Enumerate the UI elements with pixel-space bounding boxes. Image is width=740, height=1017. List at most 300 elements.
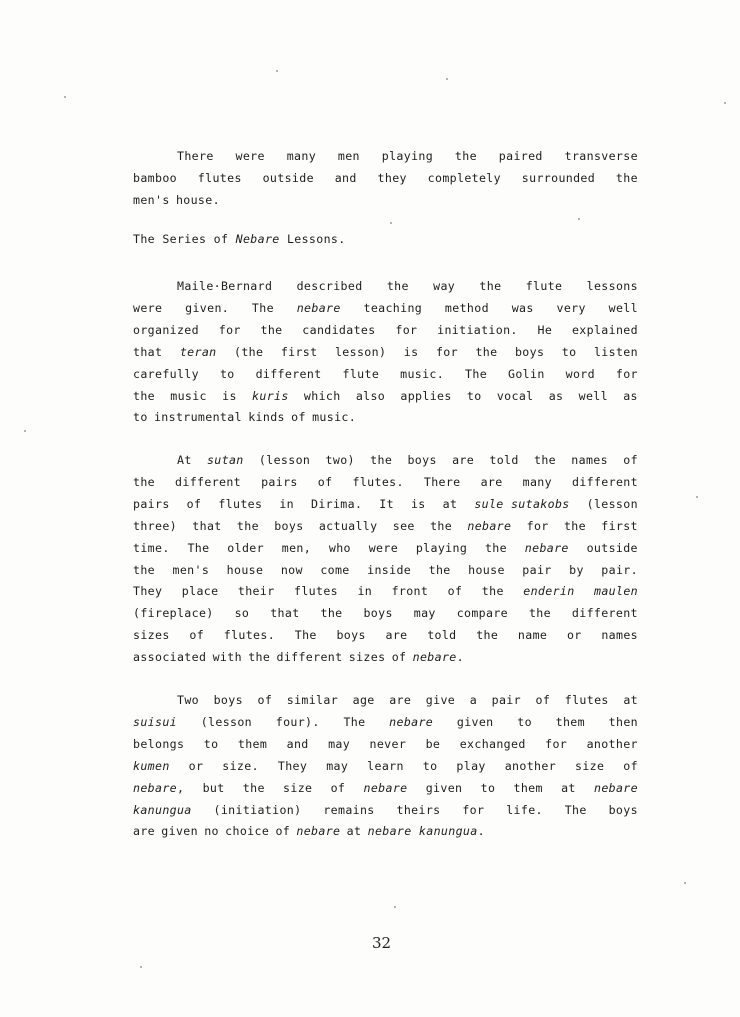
text-line bbox=[133, 342, 638, 364]
word: to bbox=[422, 758, 438, 773]
word: At bbox=[177, 453, 192, 467]
word: learn bbox=[367, 758, 404, 773]
word: candidates bbox=[302, 322, 376, 337]
word: given. bbox=[185, 300, 230, 315]
scan-speck bbox=[696, 496, 698, 498]
word: listen bbox=[593, 344, 638, 359]
word: another bbox=[504, 758, 557, 773]
word: associated bbox=[133, 650, 207, 665]
word: (the bbox=[233, 344, 264, 359]
word: instrumental bbox=[153, 410, 242, 425]
word: the bbox=[534, 453, 556, 467]
text-line bbox=[133, 472, 638, 494]
word: at bbox=[346, 824, 362, 839]
word: very bbox=[556, 300, 586, 315]
scan-speck bbox=[140, 966, 142, 968]
word bbox=[467, 516, 511, 538]
word: are bbox=[389, 693, 412, 707]
word: of bbox=[330, 780, 346, 795]
word: pair bbox=[522, 562, 552, 577]
word: the bbox=[430, 518, 453, 533]
word: There bbox=[177, 149, 214, 163]
word: nebare, bbox=[133, 780, 185, 795]
word: so bbox=[234, 606, 250, 621]
word: were bbox=[235, 149, 265, 163]
word: the bbox=[133, 562, 155, 577]
italic-term: suisui bbox=[133, 714, 177, 729]
word bbox=[474, 494, 569, 516]
word: the bbox=[428, 562, 451, 577]
word: sizes bbox=[348, 650, 386, 665]
word: theirs bbox=[396, 802, 441, 817]
word bbox=[389, 712, 433, 734]
word: by bbox=[569, 562, 584, 577]
word: the bbox=[236, 518, 259, 533]
word: that bbox=[270, 606, 300, 621]
word: transverse bbox=[564, 149, 638, 163]
word: inside bbox=[367, 562, 412, 577]
word: for bbox=[435, 344, 458, 359]
word: different bbox=[571, 606, 638, 621]
word: teaching bbox=[363, 300, 423, 315]
word: flutes bbox=[564, 693, 609, 707]
word: of bbox=[447, 584, 463, 599]
word: may bbox=[328, 736, 351, 751]
word: also bbox=[355, 388, 386, 403]
word: The bbox=[187, 540, 210, 555]
word: first bbox=[280, 344, 318, 359]
word: three) bbox=[133, 518, 177, 533]
word: place bbox=[181, 584, 219, 599]
scan-speck bbox=[276, 70, 278, 72]
word: lessons bbox=[586, 279, 638, 293]
word: name bbox=[517, 628, 548, 643]
text-line bbox=[133, 298, 638, 320]
word: in bbox=[357, 584, 373, 599]
word: of bbox=[275, 824, 291, 839]
word: outside bbox=[586, 540, 638, 555]
word: and bbox=[334, 170, 357, 185]
word: to bbox=[219, 366, 235, 381]
word: music bbox=[170, 388, 207, 403]
word: they bbox=[377, 170, 407, 185]
word: size. bbox=[222, 758, 259, 773]
word: The bbox=[251, 300, 274, 315]
word: exchanged bbox=[459, 736, 526, 751]
word: now bbox=[280, 562, 303, 577]
scan-speck bbox=[64, 96, 66, 98]
text-line bbox=[133, 821, 638, 843]
word: playing bbox=[381, 149, 434, 163]
paragraph-1 bbox=[133, 146, 638, 212]
word: playing bbox=[415, 540, 468, 555]
text-line bbox=[133, 494, 638, 516]
word: are bbox=[133, 824, 155, 839]
section-heading bbox=[133, 232, 346, 246]
word: initiation. bbox=[437, 322, 518, 337]
word: for bbox=[395, 322, 418, 337]
word: The bbox=[343, 714, 366, 729]
word: (fireplace) bbox=[133, 606, 214, 621]
word: carefully bbox=[133, 366, 199, 381]
word: bamboo bbox=[133, 170, 177, 185]
word: Two bbox=[177, 693, 199, 707]
word: There bbox=[423, 474, 461, 489]
text-line bbox=[133, 756, 638, 778]
text-line bbox=[133, 516, 638, 538]
word: them bbox=[555, 714, 585, 729]
word: as bbox=[623, 388, 638, 403]
word: Golin bbox=[508, 366, 545, 381]
word: boys bbox=[514, 344, 545, 359]
italic-term: sutan bbox=[206, 453, 244, 467]
word: The bbox=[294, 628, 317, 643]
word: see bbox=[392, 518, 415, 533]
paragraph-4 bbox=[133, 690, 638, 843]
text-line bbox=[133, 538, 638, 560]
word: for bbox=[545, 736, 568, 751]
word: that bbox=[133, 344, 163, 359]
word: The bbox=[564, 802, 587, 817]
word: men's bbox=[133, 192, 170, 207]
text-line bbox=[133, 276, 638, 298]
word: boys bbox=[213, 693, 243, 707]
word: given bbox=[161, 824, 198, 839]
word: told bbox=[427, 628, 457, 643]
word: kinds bbox=[248, 410, 285, 425]
word bbox=[133, 712, 177, 734]
word: outside bbox=[262, 170, 314, 185]
word: then bbox=[608, 714, 638, 729]
word: the bbox=[260, 322, 283, 337]
word: at bbox=[623, 693, 638, 707]
word: were bbox=[368, 540, 399, 555]
word: the bbox=[248, 650, 271, 665]
word: house bbox=[468, 562, 505, 577]
word bbox=[133, 800, 192, 822]
italic-term: kuris bbox=[252, 388, 289, 403]
word: the bbox=[133, 388, 155, 403]
word: no bbox=[204, 824, 219, 839]
word: time. bbox=[133, 540, 170, 555]
italic-term: nebare bbox=[296, 300, 341, 315]
word: way bbox=[433, 279, 456, 293]
word: They bbox=[133, 584, 163, 599]
text-line bbox=[133, 560, 638, 582]
italic-term: enderin bbox=[523, 584, 575, 599]
word: men, bbox=[281, 540, 312, 555]
word: method bbox=[444, 300, 489, 315]
word: older bbox=[227, 540, 264, 555]
word bbox=[364, 778, 408, 800]
word: told bbox=[489, 453, 519, 467]
word: (lesson bbox=[586, 496, 638, 511]
text-line bbox=[133, 581, 638, 603]
word: pair. bbox=[601, 562, 638, 577]
word: It bbox=[379, 496, 394, 511]
word bbox=[594, 581, 638, 603]
text-line bbox=[133, 364, 638, 386]
word: age bbox=[352, 693, 375, 707]
word: described bbox=[296, 279, 363, 293]
word bbox=[252, 386, 289, 408]
word: the bbox=[476, 628, 499, 643]
word: of bbox=[257, 693, 273, 707]
word: applies bbox=[400, 388, 452, 403]
word: nebare. bbox=[412, 650, 464, 665]
word: of bbox=[291, 410, 306, 425]
text-line bbox=[133, 407, 638, 429]
scan-speck bbox=[724, 102, 726, 104]
scan-speck bbox=[390, 222, 392, 224]
word: is bbox=[222, 388, 237, 403]
word: flutes. bbox=[352, 474, 404, 489]
word: pair bbox=[491, 693, 521, 707]
word: give bbox=[425, 693, 456, 707]
word: the bbox=[320, 606, 343, 621]
word: for bbox=[218, 322, 241, 337]
word: the bbox=[479, 279, 502, 293]
paragraph-3 bbox=[133, 450, 638, 669]
word bbox=[525, 538, 569, 560]
italic-term: nebare bbox=[412, 650, 457, 665]
word: the bbox=[475, 344, 498, 359]
italic-term: nebare bbox=[524, 540, 569, 555]
text-line bbox=[133, 146, 638, 168]
italic-term: kumen bbox=[133, 758, 170, 773]
word: and bbox=[286, 736, 309, 751]
word: lesson) bbox=[334, 344, 387, 359]
text-line bbox=[133, 690, 638, 712]
word: the bbox=[528, 606, 551, 621]
word: four). bbox=[275, 714, 320, 729]
text-line bbox=[133, 320, 638, 342]
word: but bbox=[202, 780, 225, 795]
word: flute bbox=[525, 279, 563, 293]
word: are bbox=[385, 628, 408, 643]
word: (initiation) bbox=[213, 802, 302, 817]
word: are bbox=[480, 474, 503, 489]
word: their bbox=[237, 584, 275, 599]
word: the bbox=[484, 540, 507, 555]
word bbox=[207, 450, 244, 472]
word: flutes. bbox=[223, 628, 276, 643]
word: pairs bbox=[133, 496, 170, 511]
italic-term: teran bbox=[179, 344, 217, 359]
word: to bbox=[466, 388, 482, 403]
heading-text-before: The Series of bbox=[133, 232, 236, 246]
word: similar bbox=[286, 693, 339, 707]
word: the bbox=[386, 279, 409, 293]
word: flutes bbox=[218, 496, 263, 511]
word: well bbox=[578, 388, 608, 403]
word: to bbox=[133, 410, 148, 425]
word: pairs bbox=[261, 474, 298, 489]
word: play bbox=[456, 758, 486, 773]
word: boys bbox=[608, 802, 638, 817]
word: choice bbox=[225, 824, 270, 839]
text-line bbox=[133, 778, 638, 800]
italic-term: nebare kanungua bbox=[367, 824, 478, 839]
word: many bbox=[522, 474, 552, 489]
word bbox=[180, 342, 217, 364]
italic-term: kanungua bbox=[133, 802, 192, 817]
page-number: 32 bbox=[372, 934, 392, 952]
word: of bbox=[535, 693, 551, 707]
word: the bbox=[242, 780, 265, 795]
word: were bbox=[133, 300, 163, 315]
italic-term: nebare bbox=[133, 780, 177, 795]
word: another bbox=[586, 736, 638, 751]
word: the bbox=[481, 584, 504, 599]
word: They bbox=[277, 758, 308, 773]
italic-term: nebare bbox=[467, 518, 512, 533]
word: who bbox=[328, 540, 351, 555]
word: for bbox=[526, 518, 549, 533]
italic-term: maulen bbox=[594, 584, 638, 599]
word: to bbox=[203, 736, 219, 751]
word: The bbox=[465, 366, 488, 381]
scan-speck bbox=[394, 906, 396, 908]
word: men's bbox=[172, 562, 210, 577]
word: boys bbox=[336, 628, 366, 643]
word: men bbox=[337, 149, 360, 163]
text-line bbox=[133, 734, 638, 756]
word: remains bbox=[323, 802, 375, 817]
word bbox=[594, 778, 638, 800]
word: of bbox=[623, 453, 638, 467]
text-line bbox=[133, 647, 638, 669]
word: the bbox=[370, 453, 393, 467]
word: never bbox=[369, 736, 407, 751]
word: many bbox=[286, 149, 317, 163]
word: at bbox=[442, 496, 458, 511]
word: of bbox=[186, 496, 202, 511]
word: belongs bbox=[133, 736, 185, 751]
word: different bbox=[255, 366, 322, 381]
word: be bbox=[425, 736, 441, 751]
word: come bbox=[320, 562, 350, 577]
word: word bbox=[565, 366, 595, 381]
word: Maile·Bernard bbox=[177, 279, 273, 293]
word: paired bbox=[498, 149, 543, 163]
word: that bbox=[192, 518, 222, 533]
word: may bbox=[326, 758, 349, 773]
italic-term: nebare bbox=[296, 824, 341, 839]
word: Dirima. bbox=[310, 496, 363, 511]
word: different bbox=[276, 650, 343, 665]
word: vocal bbox=[496, 388, 534, 403]
text-line bbox=[133, 712, 638, 734]
word: (lesson bbox=[258, 453, 311, 467]
word: for bbox=[462, 802, 485, 817]
word: for bbox=[615, 366, 638, 381]
word: is bbox=[403, 344, 419, 359]
text-line bbox=[133, 386, 638, 408]
word: to bbox=[480, 780, 496, 795]
word bbox=[296, 821, 340, 843]
paragraph-2 bbox=[133, 276, 638, 429]
word: with bbox=[212, 650, 242, 665]
scan-speck bbox=[446, 78, 448, 80]
word: front bbox=[391, 584, 429, 599]
word: flutes bbox=[294, 584, 338, 599]
word: boys bbox=[363, 606, 393, 621]
word: explained bbox=[571, 322, 638, 337]
word: may bbox=[413, 606, 436, 621]
word: them bbox=[513, 780, 543, 795]
word: the bbox=[454, 149, 477, 163]
text-line bbox=[133, 625, 638, 647]
word: them bbox=[237, 736, 268, 751]
word: given bbox=[425, 780, 463, 795]
word: of bbox=[317, 474, 333, 489]
italic-term: nebare bbox=[363, 780, 408, 795]
word: or bbox=[188, 758, 204, 773]
word: boys bbox=[274, 518, 304, 533]
word: the bbox=[615, 170, 638, 185]
word: compare bbox=[456, 606, 508, 621]
word: two) bbox=[325, 453, 355, 467]
word: actually bbox=[318, 518, 378, 533]
word: sizes bbox=[133, 628, 170, 643]
word: (lesson bbox=[200, 714, 253, 729]
italic-term: nebare bbox=[389, 714, 434, 729]
word: flutes bbox=[197, 170, 242, 185]
word: boys bbox=[407, 453, 437, 467]
word: given bbox=[456, 714, 494, 729]
italic-term: nebare bbox=[593, 780, 638, 795]
word bbox=[133, 756, 170, 778]
heading-text-after: Lessons. bbox=[279, 232, 346, 246]
word: flute bbox=[342, 366, 380, 381]
word: in bbox=[279, 496, 294, 511]
word: music. bbox=[312, 410, 357, 425]
word: completely bbox=[427, 170, 501, 185]
word: organized bbox=[133, 322, 199, 337]
word: was bbox=[511, 300, 534, 315]
text-line bbox=[133, 190, 638, 212]
heading-italic-term: Nebare bbox=[235, 232, 280, 246]
word: house bbox=[226, 562, 264, 577]
word: different bbox=[175, 474, 242, 489]
word: the bbox=[133, 474, 155, 489]
word: house. bbox=[175, 192, 220, 207]
word: He bbox=[537, 322, 553, 337]
word: as bbox=[548, 388, 564, 403]
word: size bbox=[575, 758, 605, 773]
word: of bbox=[189, 628, 205, 643]
text-line bbox=[133, 603, 638, 625]
word: to bbox=[517, 714, 532, 729]
word: of bbox=[623, 758, 638, 773]
word: well bbox=[608, 300, 638, 315]
word: a bbox=[469, 693, 478, 707]
italic-term: sule sutakobs bbox=[474, 496, 570, 511]
text-line bbox=[133, 450, 638, 472]
word: which bbox=[303, 388, 341, 403]
word: life. bbox=[506, 802, 543, 817]
word: size bbox=[283, 780, 313, 795]
text-line bbox=[133, 168, 638, 190]
word: are bbox=[452, 453, 475, 467]
scan-speck bbox=[578, 218, 580, 220]
word: at bbox=[561, 780, 576, 795]
text-line bbox=[133, 800, 638, 822]
word: different bbox=[571, 474, 638, 489]
word bbox=[523, 581, 574, 603]
word: is bbox=[410, 496, 426, 511]
